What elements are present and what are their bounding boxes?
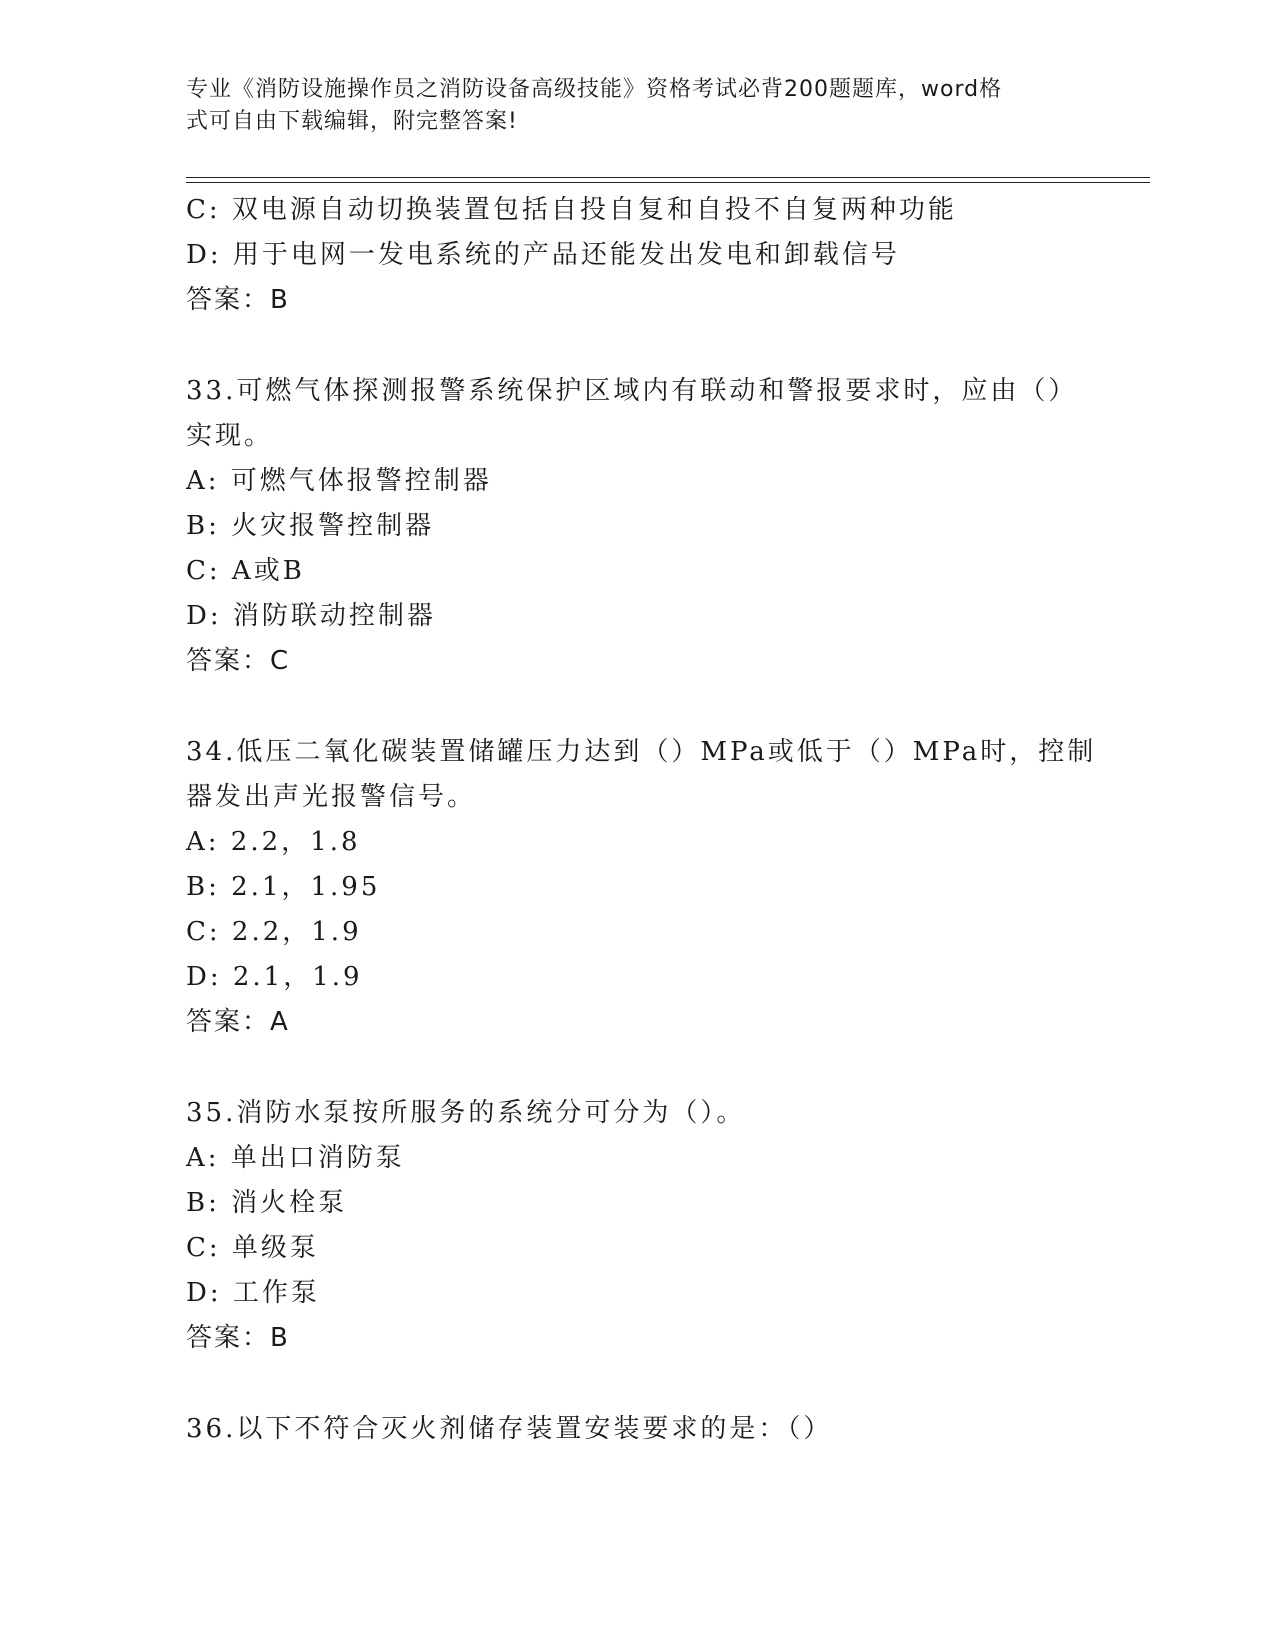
option-a: A: 单出口消防泵 <box>186 1143 405 1173</box>
question-list <box>186 188 1097 1452</box>
option-d: D: 2.1，1.9 <box>186 962 363 992</box>
question-text-line-2: 实现。 <box>186 421 274 451</box>
question-35 <box>186 1091 1066 1361</box>
answer: 答案：B <box>186 285 290 315</box>
header-line-1: 专业《消防设施操作员之消防设备高级技能》资格考试必背200题题库，word格 <box>186 77 1003 102</box>
question-36 <box>186 1407 1066 1452</box>
question-33 <box>186 369 1078 684</box>
header-rule-top <box>186 177 1150 178</box>
question-text-line-2: 器发出声光报警信号。 <box>186 782 477 812</box>
answer: 答案：B <box>186 1323 290 1353</box>
header-rule-bottom <box>186 182 1150 183</box>
document-header <box>186 74 1066 138</box>
option-d: D: 消防联动控制器 <box>186 601 436 631</box>
option-d: D: 工作泵 <box>186 1278 320 1308</box>
question-34 <box>186 730 1097 1045</box>
question-text-line-1: 33.可燃气体探测报警系统保护区域内有联动和警报要求时，应由（） <box>186 376 1078 406</box>
option-a: A: 2.2，1.8 <box>186 827 361 857</box>
option-b: B: 2.1，1.95 <box>186 872 381 902</box>
question-text-line-1: 36.以下不符合灭火剂储存装置安装要求的是：（） <box>186 1414 833 1444</box>
option-a: A: 可燃气体报警控制器 <box>186 466 492 496</box>
option-c: C: A或B <box>186 556 305 586</box>
answer: 答案：C <box>186 646 291 676</box>
question-continued <box>186 188 1066 323</box>
option-c: C: 单级泵 <box>186 1233 319 1263</box>
option-b: B: 火灾报警控制器 <box>186 511 435 541</box>
option-d: D: 用于电网一发电系统的产品还能发出发电和卸载信号 <box>186 240 900 270</box>
option-c: C: 双电源自动切换装置包括自投自复和自投不自复两种功能 <box>186 195 957 225</box>
question-text-line-1: 35.消防水泵按所服务的系统分可分为（）。 <box>186 1098 746 1128</box>
question-text-line-1: 34.低压二氧化碳装置储罐压力达到（）MPa或低于（）MPa时，控制 <box>186 737 1097 767</box>
answer: 答案：A <box>186 1007 290 1037</box>
header-line-2: 式可自由下载编辑，附完整答案! <box>186 109 518 134</box>
option-b: B: 消火栓泵 <box>186 1188 348 1218</box>
option-c: C: 2.2，1.9 <box>186 917 362 947</box>
